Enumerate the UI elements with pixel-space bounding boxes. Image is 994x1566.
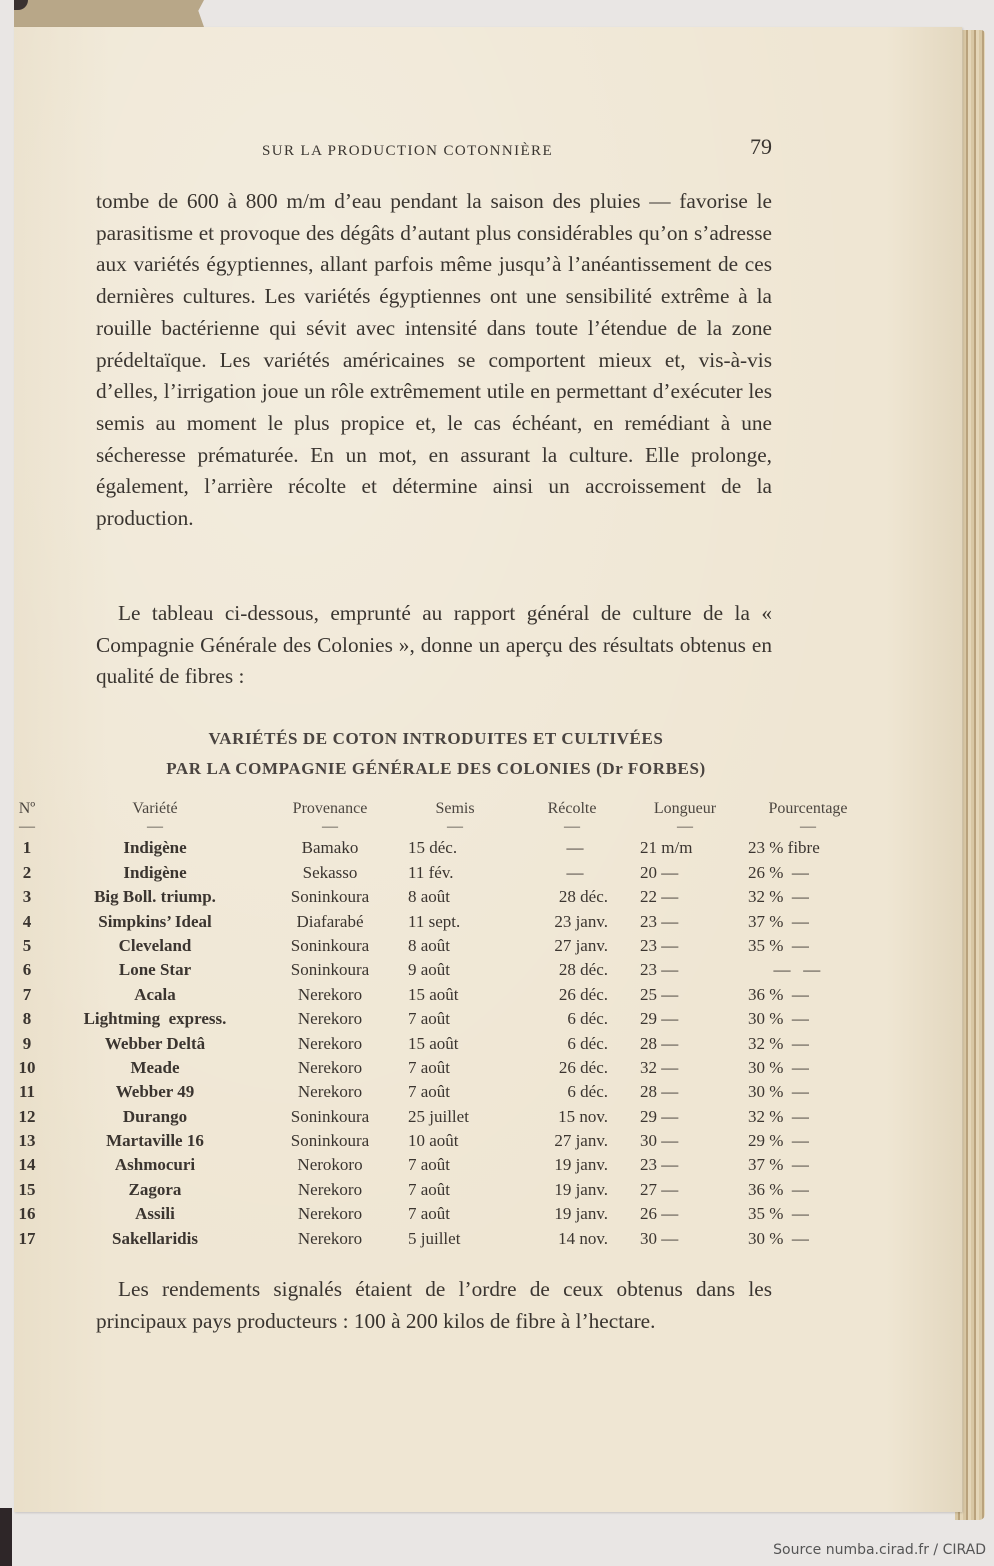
header-dash: — bbox=[147, 818, 163, 836]
cell-semis: 11 sept. bbox=[408, 911, 461, 931]
col-header-provenance: Provenance bbox=[292, 800, 368, 817]
table-title bbox=[100, 724, 772, 784]
cell-variete: Meade bbox=[130, 1057, 180, 1077]
table-row bbox=[0, 1180, 900, 1204]
cell-no: 17 bbox=[18, 1228, 36, 1248]
cell-variete: Assili bbox=[135, 1204, 175, 1224]
page-number: 79 bbox=[750, 134, 772, 159]
torn-page-remnant bbox=[14, 0, 204, 27]
cell-no: 16 bbox=[18, 1204, 36, 1224]
table-row bbox=[0, 1082, 900, 1106]
cell-semis: 8 août bbox=[408, 887, 451, 907]
table-row bbox=[0, 887, 900, 911]
cell-no: 13 bbox=[18, 1131, 36, 1151]
cell-semis: 25 juillet bbox=[408, 1106, 469, 1126]
cell-no: 7 bbox=[22, 984, 32, 1004]
cell-pourcentage: 36 % — bbox=[748, 984, 809, 1004]
cell-longueur: 29 — bbox=[640, 1009, 679, 1029]
header-dash: — bbox=[447, 818, 463, 836]
paragraph-1-text: tombe de 600 à 800 m/m d’eau pendant la saison des pluies — favorise le parasitisme et provoque des dégâts d’autant plus considérables qu’on s’adresse aux variétés égyptiennes, allant parfois même jusqu’à l’anéantissement de ces dernières cultures. Les variétés égyptiennes ont une sensibilité extrême à la rouille bactérienne qui sévit avec intensité dans toute l’étendue de la zone prédeltaïque. Les variétés américaines se comportent mieux et, vis-à-vis d’elles, l’irrigation joue un rôle extrêmement utile en permettant d’exécuter les semis au moment le plus propice et, le cas échéant, en remédiant à une sécheresse prématurée. En un mot, en assurant la culture. Elle prolonge, également, l’arrière récolte et détermine ainsi un accroissement de la production. bbox=[96, 189, 772, 531]
table-row bbox=[0, 1058, 900, 1082]
paragraph-3 bbox=[96, 1274, 772, 1337]
cell-provenance: Nerekoro bbox=[297, 1228, 363, 1248]
col-header-longueur: Longueur bbox=[653, 800, 717, 817]
cell-recolte: 28 déc. bbox=[558, 887, 608, 907]
cell-longueur: 25 — bbox=[640, 984, 679, 1004]
cell-recolte: 26 déc. bbox=[558, 984, 608, 1004]
cell-semis: 5 juillet bbox=[408, 1228, 461, 1248]
table-row bbox=[0, 1155, 900, 1179]
cell-semis: 10 août bbox=[408, 1131, 459, 1151]
cell-pourcentage: — — bbox=[748, 960, 821, 980]
table-row bbox=[0, 936, 900, 960]
cell-no: 3 bbox=[22, 887, 32, 907]
paragraph-3-text: Les rendements signalés étaient de l’ordre de ceux obtenus dans les principaux pays producteurs : 100 à 200 kilos de fibre à l’hectare. bbox=[96, 1277, 772, 1333]
cell-variete: Webber 49 bbox=[115, 1082, 195, 1102]
cell-longueur: 23 — bbox=[640, 960, 679, 980]
cell-longueur: 23 — bbox=[640, 1155, 679, 1175]
header-dash: — bbox=[800, 818, 816, 836]
cell-no: 15 bbox=[18, 1179, 36, 1199]
cell-provenance: Nerekoro bbox=[297, 1204, 363, 1224]
cell-variete: Sakellaridis bbox=[112, 1228, 198, 1248]
cell-variete: Big Boll. triump. bbox=[94, 887, 216, 907]
cell-longueur: 23 — bbox=[640, 935, 679, 955]
cell-provenance: Soninkoura bbox=[290, 1131, 370, 1151]
cell-pourcentage: 30 % — bbox=[748, 1228, 809, 1248]
cell-no: 11 bbox=[18, 1082, 36, 1102]
cell-recolte: 14 nov. bbox=[558, 1228, 608, 1248]
col-header-semis: Semis bbox=[435, 800, 475, 817]
cell-provenance: Nerekoro bbox=[297, 1033, 363, 1053]
cell-pourcentage: 36 % — bbox=[748, 1179, 809, 1199]
table-row bbox=[0, 1107, 900, 1131]
cell-no: 12 bbox=[18, 1106, 36, 1126]
header-dash: — bbox=[564, 818, 580, 836]
table-row bbox=[0, 985, 900, 1009]
cell-longueur: 28 — bbox=[640, 1033, 679, 1053]
cell-pourcentage: 30 % — bbox=[748, 1009, 809, 1029]
cell-pourcentage: 37 % — bbox=[748, 911, 809, 931]
cell-longueur: 30 — bbox=[640, 1131, 679, 1151]
cell-variete: Zagora bbox=[128, 1179, 182, 1199]
paragraph-2-text: Le tableau ci-dessous, emprunté au rapport général de culture de la « Compagnie Générale des Colonies », donne un aperçu des résultats obtenus en qualité de fibres : bbox=[96, 601, 772, 689]
header-dash: — bbox=[677, 818, 693, 836]
cell-provenance: Sekasso bbox=[302, 862, 358, 882]
cell-semis: 11 fév. bbox=[408, 862, 454, 882]
cell-recolte: 6 déc. bbox=[567, 1082, 608, 1102]
cell-variete: Webber Deltâ bbox=[104, 1033, 206, 1053]
table-title-line-2: PAR LA COMPAGNIE GÉNÉRALE DES COLONIES (Dr FORBES) bbox=[166, 759, 706, 778]
cell-pourcentage: 26 % — bbox=[748, 862, 809, 882]
cell-no: 6 bbox=[22, 960, 32, 980]
cell-recolte: 19 janv. bbox=[554, 1204, 608, 1224]
table-title-line-1: VARIÉTÉS DE COTON INTRODUITES ET CULTIVÉES bbox=[208, 729, 664, 748]
header-dash: — bbox=[322, 818, 338, 836]
cell-semis: 7 août bbox=[408, 1009, 451, 1029]
cell-semis: 8 août bbox=[408, 935, 451, 955]
cell-variete: Martaville 16 bbox=[106, 1131, 204, 1151]
cell-provenance: Soninkoura bbox=[290, 1106, 370, 1126]
cell-recolte: 19 janv. bbox=[554, 1155, 608, 1175]
cell-pourcentage: 32 % — bbox=[748, 1033, 809, 1053]
header-dash: — bbox=[19, 818, 35, 836]
cell-semis: 7 août bbox=[408, 1057, 451, 1077]
cell-recolte: 26 déc. bbox=[558, 1057, 608, 1077]
cell-pourcentage: 32 % — bbox=[748, 887, 809, 907]
cell-semis: 15 août bbox=[408, 1033, 459, 1053]
cell-variete: Ashmocuri bbox=[114, 1155, 196, 1175]
paragraph-2 bbox=[96, 598, 772, 693]
table-row bbox=[0, 1034, 900, 1058]
cell-pourcentage: 35 % — bbox=[748, 1204, 809, 1224]
col-header-variete: Variété bbox=[132, 800, 178, 817]
cell-semis: 15 août bbox=[408, 984, 459, 1004]
cell-recolte: 19 janv. bbox=[554, 1179, 608, 1199]
cell-longueur: 23 — bbox=[640, 911, 679, 931]
cell-no: 1 bbox=[22, 838, 32, 858]
cell-provenance: Nerekoro bbox=[297, 1179, 363, 1199]
table-row bbox=[0, 960, 900, 984]
table-row bbox=[0, 912, 900, 936]
cell-semis: 15 déc. bbox=[408, 838, 458, 858]
cell-no: 10 bbox=[18, 1057, 36, 1077]
cell-provenance: Diafarabé bbox=[296, 911, 364, 931]
running-head: SUR LA PRODUCTION COTONNIÈRE bbox=[262, 143, 554, 159]
cell-variete: Durango bbox=[122, 1106, 188, 1126]
cell-provenance: Soninkoura bbox=[290, 960, 370, 980]
cell-no: 4 bbox=[22, 911, 32, 931]
table-row bbox=[0, 838, 900, 862]
cell-variete: Lone Star bbox=[118, 960, 192, 980]
cell-provenance: Bamako bbox=[301, 838, 359, 858]
cell-variete: Indigène bbox=[123, 862, 187, 882]
cell-variete: Indigène bbox=[123, 838, 187, 858]
table-header-dash-row bbox=[0, 818, 900, 838]
cell-provenance: Soninkoura bbox=[290, 887, 370, 907]
cell-longueur: 21 m/m bbox=[640, 838, 693, 858]
cell-provenance: Nerekoro bbox=[297, 1009, 363, 1029]
cell-provenance: Soninkoura bbox=[290, 935, 370, 955]
table-row bbox=[0, 863, 900, 887]
cell-pourcentage: 30 % — bbox=[748, 1057, 809, 1077]
source-credit: Source numba.cirad.fr / CIRAD bbox=[773, 1542, 986, 1558]
cell-longueur: 20 — bbox=[640, 862, 679, 882]
cell-longueur: 28 — bbox=[640, 1082, 679, 1102]
book-cover-bottom bbox=[0, 1508, 12, 1566]
col-header-pourcentage: Pourcentage bbox=[768, 800, 848, 817]
cell-recolte: 27 janv. bbox=[554, 1131, 608, 1151]
cotton-varieties-table bbox=[0, 800, 900, 1253]
cell-no: 5 bbox=[22, 935, 32, 955]
cell-semis: 9 août bbox=[408, 960, 451, 980]
cell-longueur: 26 — bbox=[640, 1204, 679, 1224]
cell-recolte: 23 janv. bbox=[554, 911, 608, 931]
cell-longueur: 29 — bbox=[640, 1106, 679, 1126]
cell-pourcentage: 35 % — bbox=[748, 935, 809, 955]
cell-recolte: 6 déc. bbox=[567, 1033, 608, 1053]
table-body bbox=[0, 838, 900, 1253]
paragraph-1 bbox=[96, 186, 772, 535]
cell-provenance: Nerekoro bbox=[297, 1082, 363, 1102]
cell-recolte: 15 nov. bbox=[558, 1106, 608, 1126]
cell-variete: Lightming express. bbox=[83, 1009, 227, 1029]
cell-semis: 7 août bbox=[408, 1179, 451, 1199]
cell-recolte: 27 janv. bbox=[554, 935, 608, 955]
cell-longueur: 27 — bbox=[640, 1179, 679, 1199]
cell-semis: 7 août bbox=[408, 1082, 451, 1102]
cell-provenance: Nerekoro bbox=[297, 1057, 363, 1077]
cell-longueur: 32 — bbox=[640, 1057, 679, 1077]
page-header bbox=[262, 134, 772, 165]
cell-no: 8 bbox=[22, 1009, 32, 1029]
cell-longueur: 22 — bbox=[640, 887, 679, 907]
table-row bbox=[0, 1204, 900, 1228]
cell-variete: Acala bbox=[134, 984, 176, 1004]
cell-semis: 7 août bbox=[408, 1155, 451, 1175]
cell-pourcentage: 32 % — bbox=[748, 1106, 809, 1126]
cell-no: 14 bbox=[18, 1155, 36, 1175]
cell-recolte: 28 déc. bbox=[558, 960, 608, 980]
cell-provenance: Nerekoro bbox=[297, 984, 363, 1004]
cell-recolte: 6 déc. bbox=[567, 1009, 608, 1029]
cell-pourcentage: 30 % — bbox=[748, 1082, 809, 1102]
table-row bbox=[0, 1131, 900, 1155]
cell-recolte: — bbox=[566, 838, 584, 858]
cell-provenance: Nerokoro bbox=[297, 1155, 363, 1175]
table-row bbox=[0, 1009, 900, 1033]
cell-variete: Cleveland bbox=[118, 935, 192, 955]
col-header-no: Nº bbox=[18, 800, 36, 817]
cell-no: 9 bbox=[22, 1033, 32, 1053]
cell-pourcentage: 23 % fibre bbox=[748, 838, 820, 858]
cell-pourcentage: 37 % — bbox=[748, 1155, 809, 1175]
cell-no: 2 bbox=[22, 862, 32, 882]
cell-recolte: — bbox=[566, 862, 584, 882]
cell-semis: 7 août bbox=[408, 1204, 451, 1224]
cell-pourcentage: 29 % — bbox=[748, 1131, 809, 1151]
cell-variete: Simpkins’ Ideal bbox=[98, 911, 212, 931]
cell-longueur: 30 — bbox=[640, 1228, 679, 1248]
col-header-recolte: Récolte bbox=[547, 800, 597, 817]
table-row bbox=[0, 1229, 900, 1253]
